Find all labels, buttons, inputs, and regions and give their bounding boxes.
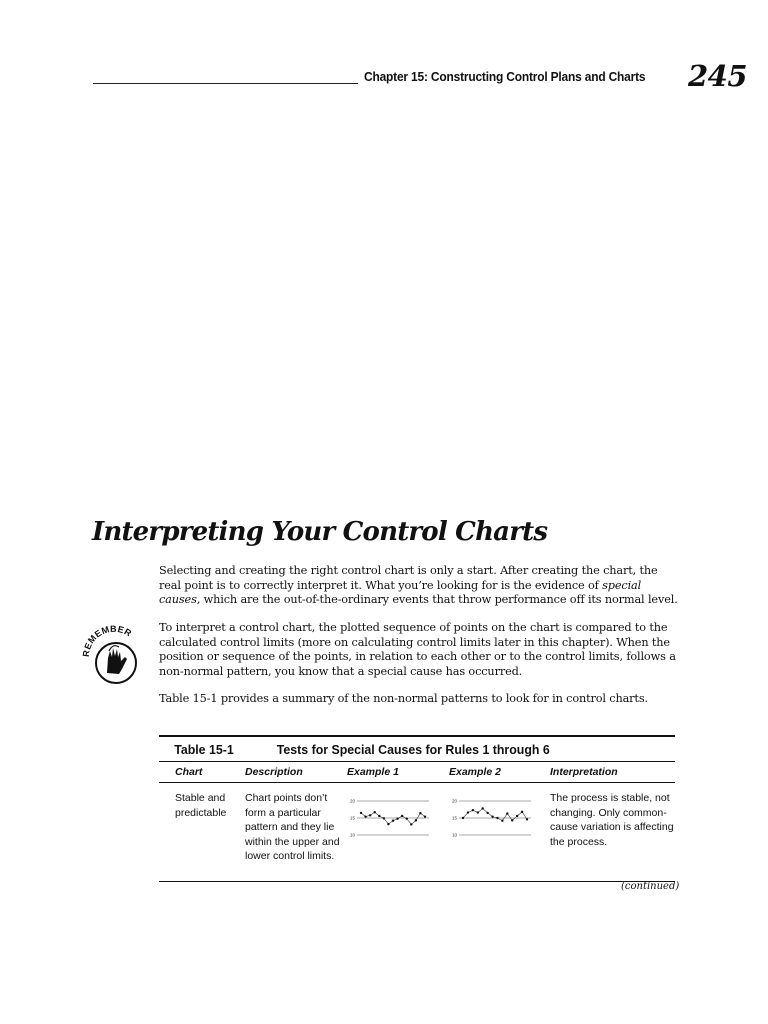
- data-point: [526, 818, 528, 820]
- data-point: [511, 819, 513, 821]
- data-point: [496, 817, 498, 819]
- data-point: [369, 814, 371, 816]
- data-point: [501, 820, 503, 822]
- y-tick-label: 15: [349, 815, 355, 821]
- data-point: [481, 807, 483, 809]
- data-point: [383, 817, 385, 819]
- y-tick-label: 20: [451, 798, 457, 804]
- table-header-row: [159, 762, 675, 782]
- special-causes-term: special causes,: [159, 578, 642, 607]
- data-point: [396, 817, 398, 819]
- cell-example-2: [449, 791, 550, 881]
- data-point: [392, 820, 394, 822]
- data-point: [360, 812, 362, 814]
- data-point: [374, 811, 376, 813]
- section-title: Interpreting Your Control Charts: [92, 517, 548, 547]
- data-point: [415, 819, 417, 821]
- column-header-example-1: Example 1: [347, 766, 399, 778]
- data-point: [424, 815, 426, 817]
- column-header-chart: Chart: [175, 766, 203, 778]
- paragraph-intro: [159, 564, 679, 608]
- y-tick-label: 20: [349, 798, 355, 804]
- paragraph-intro-b: which are the out-of-the-ordinary events that throw performance off its normal level.: [200, 593, 678, 607]
- data-point: [401, 815, 403, 817]
- data-point: [491, 815, 493, 817]
- column-header-interpretation: Interpretation: [550, 766, 618, 778]
- table-rule-bottom: [159, 881, 675, 882]
- paragraph-intro-a: Selecting and creating the right control chart is only a start. After creating the chart, the real point is to correctly interpret it. What you’re looking for is the evidence of: [159, 564, 658, 592]
- table-row: [159, 783, 675, 881]
- data-point: [521, 811, 523, 813]
- cell-chart: Stable and predictable: [175, 792, 227, 819]
- data-point: [462, 817, 464, 819]
- remember-icon-label: REMEMBER: [81, 623, 134, 658]
- data-point: [406, 817, 408, 819]
- data-point: [387, 823, 389, 825]
- data-point: [477, 811, 479, 813]
- table-number: Table 15-1: [174, 741, 234, 757]
- data-point: [419, 812, 421, 814]
- continued-note: (continued): [621, 881, 680, 892]
- paragraph-interpret: To interpret a control chart, the plotted sequence of points on the chart is compared to the calculated control limits (more on calculating control limits later in this chapter). When the position or sequence of the points, in relation to each other or to the control limits, follows a non-normal pattern, you know that a special cause has occurred.: [159, 621, 676, 678]
- data-point: [378, 815, 380, 817]
- page-number: 245: [688, 59, 748, 93]
- running-head: Chapter 15: Constructing Control Plans and Charts: [364, 69, 646, 84]
- example-1-chart: [347, 795, 433, 841]
- data-point: [410, 823, 412, 825]
- data-point: [364, 815, 366, 817]
- data-point: [506, 812, 508, 814]
- series-line: [361, 812, 425, 824]
- data-point: [516, 815, 518, 817]
- data-point: [467, 811, 469, 813]
- column-header-description: Description: [245, 766, 303, 778]
- cell-description: Chart points don’t form a particular pattern and they lie within the upper and lower control limits.: [245, 792, 340, 863]
- cell-example-1: [347, 791, 449, 881]
- y-tick-label: 15: [451, 815, 457, 821]
- y-tick-label: 10: [451, 832, 457, 838]
- special-causes-table: [159, 735, 675, 882]
- paragraph-table-ref: Table 15-1 provides a summary of the non-normal patterns to look for in control charts.: [159, 692, 648, 705]
- cell-interpretation: The process is stable, not changing. Only common-cause variation is affecting the process.: [550, 792, 674, 848]
- data-point: [472, 809, 474, 811]
- column-header-example-2: Example 2: [449, 766, 501, 778]
- table-title-row: [159, 737, 649, 761]
- y-tick-label: 10: [349, 832, 355, 838]
- table-title: Tests for Special Causes for Rules 1 through 6: [276, 741, 550, 757]
- header-rule: [93, 83, 358, 84]
- data-point: [486, 812, 488, 814]
- remember-icon: [81, 621, 145, 685]
- example-2-chart: [449, 795, 535, 841]
